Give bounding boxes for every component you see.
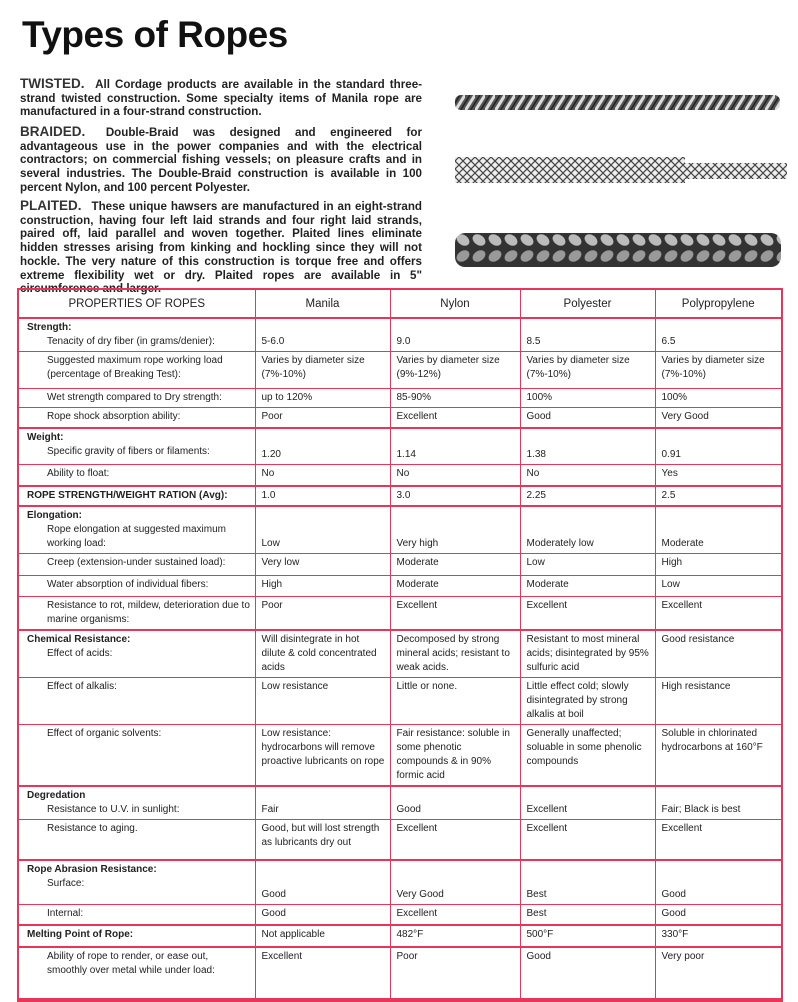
property-label: Internal: <box>47 908 84 919</box>
value-cell-manila: Excellent <box>255 947 390 999</box>
property-label-cell <box>19 786 255 820</box>
value-cell-polyester: Little effect cold; slowly disintegrated by strong alkalis at boil <box>520 678 655 725</box>
value-cell-manila: Fair <box>255 786 390 820</box>
property-label-cell <box>19 630 255 678</box>
property-label: Surface: <box>47 877 85 889</box>
table-row <box>19 352 781 389</box>
value-cell-manila: 1.0 <box>255 486 390 506</box>
value-cell-nylon: 1.14 <box>390 428 520 465</box>
value-cell-nylon: Moderate <box>390 576 520 597</box>
braided-text: Double-Braid was designed and engineered for advantageous use in the power companies and with the electrical contractors; on commercial fishing vessels; on pleasure crafts and in several industries. The Double-Braid construction is available in 100 percent Nylon, and 100 percent Polyester. <box>20 126 422 194</box>
property-label-cell <box>19 576 255 597</box>
page-title: Types of Ropes <box>22 14 288 55</box>
twisted-keyword: TWISTED. <box>20 76 85 91</box>
value-cell-manila: Good <box>255 905 390 925</box>
table-row <box>19 860 781 905</box>
value-cell-polypropylene: 6.5 <box>655 318 781 352</box>
value-cell-nylon: No <box>390 465 520 486</box>
value-cell-polypropylene: Very Good <box>655 408 781 428</box>
value-cell-nylon: 482°F <box>390 925 520 947</box>
property-label-cell <box>19 597 255 631</box>
value-cell-polypropylene: Soluble in chlorinated hydrocarbons at 160°F <box>655 725 781 787</box>
value-cell-nylon: Moderate <box>390 554 520 576</box>
value-cell-polyester: 8.5 <box>520 318 655 352</box>
header-polyester: Polyester <box>520 290 655 318</box>
table-row <box>19 925 781 947</box>
header-nylon: Nylon <box>390 290 520 318</box>
property-label: Creep (extension-under sustained load): <box>47 557 226 568</box>
property-label: Ability to float: <box>47 468 110 479</box>
value-cell-polyester: Moderately low <box>520 506 655 554</box>
table-row <box>19 318 781 352</box>
value-cell-manila: Varies by diameter size (7%-10%) <box>255 352 390 389</box>
value-cell-manila: up to 120% <box>255 389 390 408</box>
table-row <box>19 428 781 465</box>
value-cell-manila: High <box>255 576 390 597</box>
value-cell-nylon: Little or none. <box>390 678 520 725</box>
value-cell-manila: Good <box>255 860 390 905</box>
value-cell-manila: Low resistance: hydrocarbons will remove proactive lubricants on rope <box>255 725 390 787</box>
section-title: Elongation: <box>27 509 82 521</box>
property-label: Rope shock absorption ability: <box>47 411 181 422</box>
property-label-cell <box>19 725 255 787</box>
value-cell-nylon: Decomposed by strong mineral acids; resistant to weak acids. <box>390 630 520 678</box>
value-cell-nylon: 85-90% <box>390 389 520 408</box>
value-cell-polyester: Excellent <box>520 597 655 631</box>
value-cell-polyester: Resistant to most mineral acids; disintegrated by 95% sulfuric acid <box>520 630 655 678</box>
twisted-paragraph <box>20 77 422 119</box>
value-cell-polyester: Low <box>520 554 655 576</box>
value-cell-manila: No <box>255 465 390 486</box>
table-row <box>19 820 781 860</box>
property-label: Ability of rope to render, or ease out, smoothly over metal while under load: <box>47 950 215 976</box>
plaited-text: These unique hawsers are manufactured in an eight-strand construction, having four left laid strands and four right laid strands, paired off, laid parallel and woven together. Plaited lines eliminate hidden stresses arising from kinking and hockling since they will not hockle. The very nature of this construction is torque free and offers extreme flexibility wet or dry. Plaited ropes are available in 5" circumference and larger. <box>20 200 422 296</box>
value-cell-polyester: Moderate <box>520 576 655 597</box>
rope-properties-table <box>17 288 783 1002</box>
value-cell-polypropylene: Low <box>655 576 781 597</box>
value-cell-polypropylene: Fair; Black is best <box>655 786 781 820</box>
table-row <box>19 905 781 925</box>
value-cell-polyester: Excellent <box>520 786 655 820</box>
table-row <box>19 465 781 486</box>
twisted-text: All Cordage products are available in the standard three-strand twisted construction. Some specialty items of Manila rope are manufactured in a four-strand construction. <box>20 78 423 119</box>
value-cell-polyester: Best <box>520 905 655 925</box>
value-cell-polyester: Good <box>520 947 655 999</box>
table-row <box>19 486 781 506</box>
property-label: Specific gravity of fibers or filaments: <box>47 445 210 457</box>
property-label-cell <box>19 428 255 465</box>
table-row <box>19 947 781 999</box>
table-header-row <box>19 290 781 318</box>
value-cell-polypropylene: Moderate <box>655 506 781 554</box>
value-cell-polypropylene: Good <box>655 860 781 905</box>
value-cell-polypropylene: Good resistance <box>655 630 781 678</box>
value-cell-polypropylene: Good <box>655 905 781 925</box>
value-cell-nylon: Excellent <box>390 597 520 631</box>
value-cell-manila: Poor <box>255 408 390 428</box>
header-properties: PROPERTIES OF ROPES <box>19 290 255 318</box>
value-cell-nylon: Excellent <box>390 820 520 860</box>
property-label-cell <box>19 408 255 428</box>
section-title: Degredation <box>27 790 86 801</box>
table-row <box>19 725 781 787</box>
section-title: Rope Abrasion Resistance: <box>27 863 157 875</box>
value-cell-polypropylene: Varies by diameter size (7%-10%) <box>655 352 781 389</box>
value-cell-nylon: 9.0 <box>390 318 520 352</box>
value-cell-nylon: Fair resistance: soluble in some phenotic compounds & in 90% formic acid <box>390 725 520 787</box>
value-cell-manila: 1.20 <box>255 428 390 465</box>
value-cell-polypropylene: Excellent <box>655 597 781 631</box>
property-label: Effect of acids: <box>47 648 113 659</box>
value-cell-nylon: Varies by diameter size (9%-12%) <box>390 352 520 389</box>
property-label-cell <box>19 947 255 999</box>
property-label-cell <box>19 486 255 506</box>
table-row <box>19 630 781 678</box>
property-label-cell <box>19 925 255 947</box>
braided-rope-image <box>455 153 787 187</box>
property-label-cell <box>19 678 255 725</box>
value-cell-nylon: Very high <box>390 506 520 554</box>
property-label-cell <box>19 506 255 554</box>
twisted-rope-image <box>455 93 780 113</box>
property-label: ROPE STRENGTH/WEIGHT RATION (Avg): <box>27 489 228 501</box>
value-cell-nylon: Poor <box>390 947 520 999</box>
property-label-cell <box>19 554 255 576</box>
value-cell-polypropylene: 0.91 <box>655 428 781 465</box>
table-row <box>19 576 781 597</box>
table-row <box>19 408 781 428</box>
plaited-rope-image <box>455 231 781 269</box>
value-cell-manila: Low <box>255 506 390 554</box>
value-cell-nylon: 3.0 <box>390 486 520 506</box>
value-cell-manila: Very low <box>255 554 390 576</box>
value-cell-nylon: Excellent <box>390 408 520 428</box>
property-label: Tenacity of dry fiber (in grams/denier): <box>47 336 215 347</box>
value-cell-polypropylene: Yes <box>655 465 781 486</box>
property-label: Rope elongation at suggested maximum working load: <box>47 523 226 549</box>
value-cell-manila: Good, but will lost strength as lubricants dry out <box>255 820 390 860</box>
value-cell-manila: Low resistance <box>255 678 390 725</box>
table-row <box>19 506 781 554</box>
value-cell-polyester: No <box>520 465 655 486</box>
value-cell-polypropylene: Excellent <box>655 820 781 860</box>
table-row <box>19 389 781 408</box>
property-label: Resistance to U.V. in sunlight: <box>47 804 180 815</box>
value-cell-polyester: Generally unaffected; soluable in some phenolic compounds <box>520 725 655 787</box>
plaited-paragraph <box>20 199 422 296</box>
value-cell-manila: Not applicable <box>255 925 390 947</box>
value-cell-polypropylene: 2.5 <box>655 486 781 506</box>
value-cell-polypropylene: Very poor <box>655 947 781 999</box>
braided-keyword: BRAIDED. <box>20 124 86 139</box>
value-cell-polypropylene: High <box>655 554 781 576</box>
section-title: Chemical Resistance: <box>27 634 131 645</box>
value-cell-manila: Will disintegrate in hot dilute & cold concentrated acids <box>255 630 390 678</box>
value-cell-polypropylene: 100% <box>655 389 781 408</box>
section-title: Weight: <box>27 431 64 443</box>
value-cell-polyester: Good <box>520 408 655 428</box>
property-label: Effect of organic solvents: <box>47 728 162 739</box>
table-row <box>19 678 781 725</box>
property-label: Wet strength compared to Dry strength: <box>47 392 222 403</box>
table-row <box>19 786 781 820</box>
header-manila: Manila <box>255 290 390 318</box>
value-cell-nylon: Excellent <box>390 905 520 925</box>
value-cell-nylon: Very Good <box>390 860 520 905</box>
plaited-keyword: PLAITED. <box>20 198 82 213</box>
value-cell-polyester: 100% <box>520 389 655 408</box>
value-cell-polyester: 2.25 <box>520 486 655 506</box>
value-cell-polypropylene: High resistance <box>655 678 781 725</box>
value-cell-polyester: Best <box>520 860 655 905</box>
property-label: Resistance to aging. <box>47 823 138 834</box>
property-label: Suggested maximum rope working load (percentage of Breaking Test): <box>47 355 223 380</box>
value-cell-polyester: Excellent <box>520 820 655 860</box>
property-label: Resistance to rot, mildew, deterioration due to marine organisms: <box>47 600 250 625</box>
value-cell-manila: Poor <box>255 597 390 631</box>
value-cell-polyester: 1.38 <box>520 428 655 465</box>
property-label-cell <box>19 465 255 486</box>
property-label: Melting Point of Rope: <box>27 928 134 940</box>
table-row <box>19 554 781 576</box>
value-cell-nylon: Good <box>390 786 520 820</box>
table-row <box>19 597 781 631</box>
value-cell-polyester: 500°F <box>520 925 655 947</box>
property-label-cell <box>19 389 255 408</box>
property-label-cell <box>19 905 255 925</box>
header-polypropylene: Polypropylene <box>655 290 781 318</box>
property-label-cell <box>19 820 255 860</box>
section-title: Strength: <box>27 322 72 333</box>
value-cell-polyester: Varies by diameter size (7%-10%) <box>520 352 655 389</box>
value-cell-polypropylene: 330°F <box>655 925 781 947</box>
property-label: Water absorption of individual fibers: <box>47 579 209 590</box>
property-label-cell <box>19 318 255 352</box>
value-cell-manila: 5-6.0 <box>255 318 390 352</box>
property-label-cell <box>19 860 255 905</box>
property-label-cell <box>19 352 255 389</box>
property-label: Effect of alkalis: <box>47 681 117 692</box>
braided-paragraph <box>20 125 422 195</box>
